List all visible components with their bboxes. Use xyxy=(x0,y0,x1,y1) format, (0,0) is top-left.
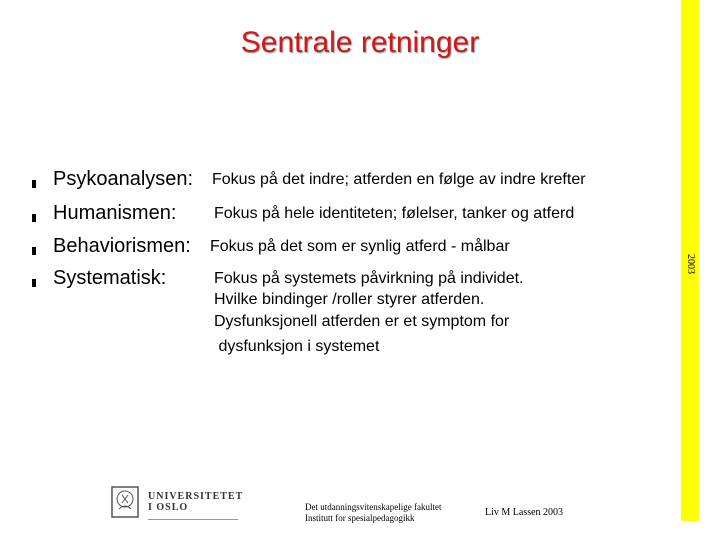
logo-text-line2: I OSLO xyxy=(148,502,189,513)
footer-author: Liv M Lassen 2003 xyxy=(485,507,564,518)
bullet-term: Humanismen: xyxy=(53,202,177,224)
bullet-marker xyxy=(32,279,36,287)
bullet-description: Fokus på det indre; atferden en følge av indre krefter xyxy=(212,171,586,188)
footer-faculty: Det utdanningsvitenskapelige fakultet xyxy=(305,502,442,512)
sidebar-year: 2003 xyxy=(685,254,696,274)
systematic-extra-line: Hvilke bindinger /roller styrer atferden. xyxy=(214,291,485,308)
bullet-description: Fokus på systemets påvirkning på individet. xyxy=(214,270,524,287)
bullet-marker xyxy=(32,214,36,222)
university-seal-icon xyxy=(110,485,142,519)
bullet-description: Fokus på hele identiteten; følelser, tanker og atferd xyxy=(214,205,575,222)
bullet-term: Systematisk: xyxy=(53,267,167,289)
bullet-marker xyxy=(32,180,36,188)
bullet-term: Psykoanalysen: xyxy=(53,168,194,190)
slide-title: Sentrale retninger xyxy=(240,26,480,59)
bullet-marker xyxy=(32,247,36,255)
footer-institution xyxy=(305,502,441,524)
university-logo xyxy=(110,485,244,521)
logo-divider xyxy=(148,519,238,520)
systematic-extra-line: dysfunksjon i systemet xyxy=(214,338,380,355)
systematic-extra-line: Dysfunksjonell atferden er et symptom for xyxy=(214,313,510,330)
footer-institute: Institutt for spesialpedagogikk xyxy=(305,513,415,523)
bullet-term: Behaviorismen: xyxy=(53,235,191,257)
bullet-description: Fokus på det som er synlig atferd - målbar xyxy=(210,238,510,255)
logo-text-line1: UNIVERSITETET xyxy=(148,491,244,502)
